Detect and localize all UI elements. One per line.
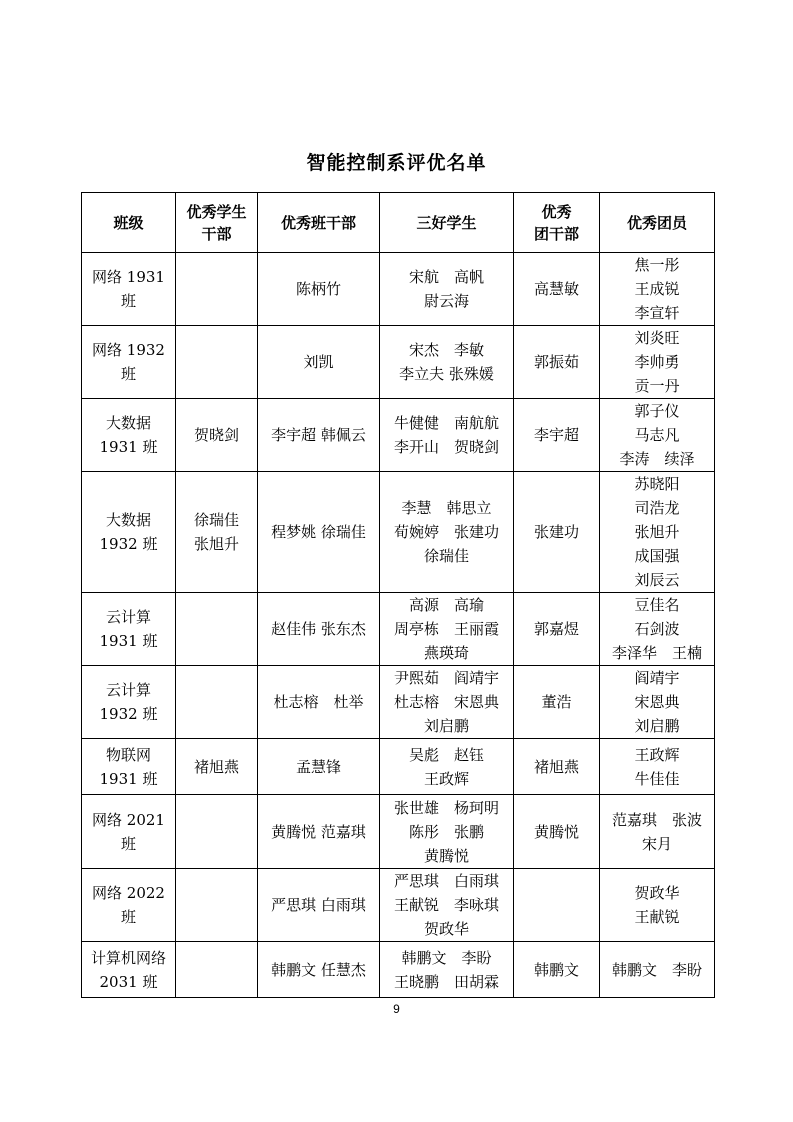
cell-outstanding-league-member xyxy=(600,399,715,472)
cell-line: 黄腾悦 范嘉琪 xyxy=(271,822,366,841)
cell-merit-student xyxy=(380,472,514,593)
cell-line: 云计算 xyxy=(105,681,151,699)
cell-line: 褚旭燕 xyxy=(533,757,579,776)
cell-line: 贡一丹 xyxy=(634,377,680,395)
cell-line: 班 xyxy=(120,365,136,383)
table-row xyxy=(82,593,715,666)
table-row xyxy=(82,666,715,739)
cell-line: 燕瑛琦 xyxy=(423,644,469,662)
cell-outstanding-class-cadre xyxy=(258,593,380,666)
cell-line: 1932 班 xyxy=(99,535,158,553)
cell-line: 宋恩典 xyxy=(634,693,680,711)
cell-line: 程梦姚 徐瑞佳 xyxy=(271,523,366,541)
cell-line: 大数据 xyxy=(105,414,151,432)
cell-outstanding-league-cadre xyxy=(514,666,600,739)
cell-outstanding-league-member xyxy=(600,942,715,998)
cell-line: 董浩 xyxy=(541,693,572,711)
cell-line: 王成锐 xyxy=(634,280,680,298)
cell-line: 刘启鹏 xyxy=(423,717,469,735)
cell-merit-student xyxy=(380,593,514,666)
cell-class xyxy=(82,253,176,326)
cell-line: 黄腾悦 xyxy=(423,846,469,865)
cell-line: 李宣轩 xyxy=(634,304,680,322)
cell-outstanding-league-member xyxy=(600,472,715,593)
cell-class xyxy=(82,795,176,869)
cell-outstanding-class-cadre xyxy=(258,253,380,326)
cell-merit-student xyxy=(380,666,514,739)
header-outstanding-class-cadre xyxy=(258,193,380,253)
cell-outstanding-league-cadre xyxy=(514,253,600,326)
cell-outstanding-class-cadre xyxy=(258,795,380,869)
cell-outstanding-league-cadre xyxy=(514,739,600,795)
cell-outstanding-class-cadre xyxy=(258,942,380,998)
page-title: 智能控制系评优名单 xyxy=(306,152,487,174)
cell-outstanding-class-cadre xyxy=(258,326,380,399)
cell-line: 贺晓剑 xyxy=(193,426,239,444)
cell-line: 高慧敏 xyxy=(533,280,579,298)
cell-line: 计算机网络 xyxy=(90,948,166,967)
cell-line: 郭嘉煜 xyxy=(533,620,579,638)
table-row xyxy=(82,795,715,869)
cell-outstanding-class-cadre xyxy=(258,869,380,942)
cell-outstanding-class-cadre xyxy=(258,399,380,472)
cell-line: 张旭升 xyxy=(193,535,239,553)
cell-line: 赵佳伟 张东杰 xyxy=(271,620,366,638)
cell-line: 李涛 续泽 xyxy=(619,450,695,468)
cell-line: 豆佳名 xyxy=(634,596,680,614)
cell-line: 韩鹏文 任慧杰 xyxy=(271,960,366,979)
cell-line: 张建功 xyxy=(533,523,579,541)
cell-line: 韩鹏文 xyxy=(533,960,579,979)
cell-line: 高源 高瑜 xyxy=(408,596,484,614)
cell-line: 黄腾悦 xyxy=(533,822,579,841)
cell-line: 孟慧锋 xyxy=(295,757,341,776)
cell-outstanding-league-cadre xyxy=(514,472,600,593)
cell-line: 褚旭燕 xyxy=(193,757,239,776)
cell-merit-student xyxy=(380,399,514,472)
cell-outstanding-league-cadre xyxy=(514,942,600,998)
cell-outstanding-league-cadre xyxy=(514,593,600,666)
cell-merit-student xyxy=(380,942,514,998)
cell-line: 尉云海 xyxy=(423,292,469,310)
cell-line: 严思琪 白雨琪 xyxy=(393,872,499,890)
cell-class xyxy=(82,666,176,739)
table-row xyxy=(82,399,715,472)
cell-line: 王献锐 xyxy=(634,908,680,926)
header-class xyxy=(82,193,176,253)
cell-line: 李开山 贺晓剑 xyxy=(393,438,499,456)
cell-line: 刘凯 xyxy=(303,353,334,371)
cell-outstanding-league-member xyxy=(600,326,715,399)
cell-outstanding-league-member xyxy=(600,795,715,869)
table-row xyxy=(82,472,715,593)
cell-outstanding-league-member xyxy=(600,666,715,739)
cell-line: 贺政华 xyxy=(423,920,469,938)
cell-line: 马志凡 xyxy=(634,426,680,444)
cell-merit-student xyxy=(380,253,514,326)
header-label-line: 优秀团员 xyxy=(626,213,687,232)
table-row xyxy=(82,739,715,795)
cell-merit-student xyxy=(380,739,514,795)
cell-outstanding-student-cadre xyxy=(176,869,258,942)
cell-outstanding-class-cadre xyxy=(258,472,380,593)
cell-class xyxy=(82,326,176,399)
cell-line: 牛健健 南航航 xyxy=(393,414,499,432)
cell-line: 网络 1932 xyxy=(92,341,165,359)
table-row xyxy=(82,942,715,998)
cell-outstanding-class-cadre xyxy=(258,666,380,739)
header-outstanding-league-member xyxy=(600,193,715,253)
cell-line: 张旭升 xyxy=(634,523,680,541)
header-label-line: 干部 xyxy=(201,224,232,243)
cell-line: 王政辉 xyxy=(634,745,680,764)
cell-line: 李宇超 韩佩云 xyxy=(271,426,366,444)
cell-line: 李宇超 xyxy=(533,426,579,444)
cell-line: 宋月 xyxy=(641,834,672,853)
cell-outstanding-student-cadre xyxy=(176,253,258,326)
cell-line: 王晓鹏 田胡霖 xyxy=(393,972,499,991)
cell-line: 1931 班 xyxy=(99,632,158,650)
cell-class xyxy=(82,942,176,998)
header-label-line: 三好学生 xyxy=(416,213,477,232)
cell-line: 李立夫 张殊媛 xyxy=(399,365,494,383)
cell-line: 范嘉琪 张波 xyxy=(611,810,702,829)
header-label-line: 班级 xyxy=(113,213,144,232)
cell-outstanding-student-cadre xyxy=(176,593,258,666)
cell-line: 杜志榕 杜举 xyxy=(273,693,364,711)
table-row xyxy=(82,326,715,399)
cell-line: 李慧 韩思立 xyxy=(401,499,492,517)
cell-merit-student xyxy=(380,795,514,869)
cell-outstanding-league-member xyxy=(600,739,715,795)
table-row xyxy=(82,253,715,326)
cell-line: 刘启鹏 xyxy=(634,717,680,735)
cell-line: 贺政华 xyxy=(634,884,680,902)
header-outstanding-student-cadre xyxy=(176,193,258,253)
cell-line: 1931 班 xyxy=(99,769,158,788)
cell-line: 陈彤 张鹏 xyxy=(408,822,484,841)
table-body xyxy=(82,253,715,998)
cell-outstanding-class-cadre xyxy=(258,739,380,795)
cell-line: 吴彪 赵钰 xyxy=(408,745,484,764)
cell-line: 苏晓阳 xyxy=(634,475,680,493)
cell-outstanding-student-cadre xyxy=(176,795,258,869)
cell-merit-student xyxy=(380,326,514,399)
cell-line: 郭振茹 xyxy=(533,353,579,371)
header-label-line: 优秀学生 xyxy=(186,202,247,221)
header-label-line: 优秀 xyxy=(541,202,572,221)
cell-line: 陈柄竹 xyxy=(295,280,341,298)
cell-line: 郭子仪 xyxy=(634,402,680,420)
cell-outstanding-student-cadre xyxy=(176,472,258,593)
cell-line: 李帅勇 xyxy=(634,353,680,371)
cell-line: 大数据 xyxy=(105,511,151,529)
cell-line: 1931 班 xyxy=(99,438,158,456)
cell-outstanding-student-cadre xyxy=(176,399,258,472)
cell-line: 司浩龙 xyxy=(634,499,680,517)
cell-line: 班 xyxy=(120,292,136,310)
header-merit-student xyxy=(380,193,514,253)
cell-line: 牛佳佳 xyxy=(634,769,680,788)
cell-line: 焦一彤 xyxy=(634,256,680,274)
cell-line: 严思琪 白雨琪 xyxy=(271,896,366,914)
table-row xyxy=(82,869,715,942)
cell-line: 徐瑞佳 xyxy=(423,547,469,565)
awards-table xyxy=(81,192,715,998)
cell-outstanding-league-member xyxy=(600,869,715,942)
cell-line: 尹熙茹 阎靖宇 xyxy=(393,669,499,687)
cell-line: 班 xyxy=(120,834,136,853)
cell-line: 2031 班 xyxy=(99,972,158,991)
header-label-line: 团干部 xyxy=(533,224,579,243)
table-header-row xyxy=(82,193,715,253)
cell-line: 云计算 xyxy=(105,608,151,626)
cell-merit-student xyxy=(380,869,514,942)
cell-class xyxy=(82,593,176,666)
cell-line: 网络 2022 xyxy=(92,884,165,902)
cell-line: 刘辰云 xyxy=(634,571,680,589)
cell-line: 宋杰 李敏 xyxy=(408,341,484,359)
cell-line: 韩鹏文 李盼 xyxy=(611,960,702,979)
cell-outstanding-league-member xyxy=(600,253,715,326)
cell-line: 物联网 xyxy=(105,745,151,764)
cell-line: 王献锐 李咏琪 xyxy=(393,896,499,914)
cell-outstanding-student-cadre xyxy=(176,942,258,998)
cell-outstanding-league-member xyxy=(600,593,715,666)
cell-line: 宋航 高帆 xyxy=(408,268,484,286)
cell-line: 石剑波 xyxy=(634,620,680,638)
cell-line: 1932 班 xyxy=(99,705,158,723)
cell-line: 班 xyxy=(120,908,136,926)
cell-outstanding-league-cadre xyxy=(514,399,600,472)
cell-line: 杜志榕 宋恩典 xyxy=(393,693,499,711)
cell-line: 韩鹏文 李盼 xyxy=(401,948,492,967)
cell-outstanding-student-cadre xyxy=(176,326,258,399)
header-outstanding-league-cadre xyxy=(514,193,600,253)
cell-line: 李泽华 王楠 xyxy=(611,644,702,662)
cell-line: 王政辉 xyxy=(423,769,469,788)
cell-outstanding-league-cadre xyxy=(514,326,600,399)
cell-line: 徐瑞佳 xyxy=(193,511,239,529)
cell-line: 荀婉婷 张建功 xyxy=(393,523,499,541)
cell-line: 成国强 xyxy=(634,547,680,565)
cell-outstanding-league-cadre xyxy=(514,795,600,869)
cell-line: 张世雄 杨珂明 xyxy=(393,798,499,817)
cell-line: 网络 2021 xyxy=(92,810,165,829)
header-label-line: 优秀班干部 xyxy=(280,213,356,232)
cell-class xyxy=(82,869,176,942)
cell-class xyxy=(82,739,176,795)
cell-class xyxy=(82,472,176,593)
cell-outstanding-league-cadre xyxy=(514,869,600,942)
cell-line: 周亭栋 王丽霞 xyxy=(393,620,499,638)
cell-line: 网络 1931 xyxy=(92,268,165,286)
cell-outstanding-student-cadre xyxy=(176,739,258,795)
cell-class xyxy=(82,399,176,472)
cell-line: 阎靖宇 xyxy=(634,669,680,687)
cell-outstanding-student-cadre xyxy=(176,666,258,739)
cell-line: 刘炎旺 xyxy=(634,329,680,347)
page-number: 9 xyxy=(393,1002,400,1016)
